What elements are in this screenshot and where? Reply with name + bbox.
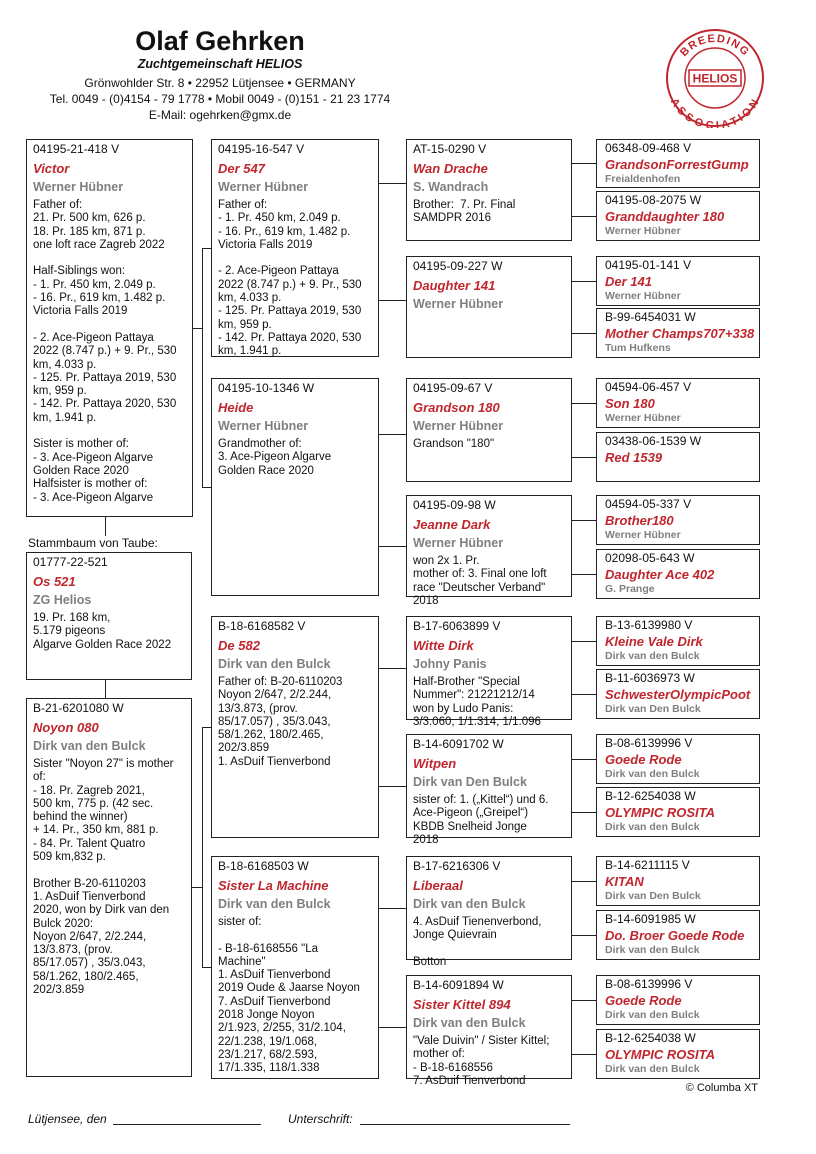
svg-text:ASSOCIATION xyxy=(668,96,762,128)
ring-number: B-12-6254038 W xyxy=(605,1031,696,1045)
place-label: Lütjensee, den xyxy=(28,1112,107,1126)
pigeon-name: Sister La Machine xyxy=(218,878,329,893)
breeder-name: Tum Hufkens xyxy=(605,342,671,354)
ring-number: 04195-10-1346 W xyxy=(218,381,315,395)
ring-number: B-08-6139996 V xyxy=(605,977,693,991)
breeder-name: Dirk van den Bulck xyxy=(605,944,700,956)
pigeon-name: Victor xyxy=(33,161,70,176)
pigeon-name: Granddaughter 180 xyxy=(605,209,725,224)
breeder-name: Johny Panis xyxy=(413,657,487,671)
ring-number: B-08-6139996 V xyxy=(605,736,693,750)
signature-label: Unterschrift: xyxy=(288,1112,353,1126)
pigeon-card-ggp-16 xyxy=(596,1029,760,1079)
ring-number: 04195-01-141 V xyxy=(605,258,692,272)
connector-line xyxy=(379,434,406,435)
ring-number: 04195-09-227 W xyxy=(413,259,503,273)
ring-number: 06348-09-468 V xyxy=(605,141,692,155)
connector-line xyxy=(572,812,596,813)
connector-line xyxy=(105,517,106,536)
connector-line xyxy=(572,881,596,882)
connector-line xyxy=(572,403,596,404)
breeder-name: Dirk van den Bulck xyxy=(413,1016,526,1030)
breeder-name: Werner Hübner xyxy=(605,225,681,237)
pigeon-name: Grandson 180 xyxy=(413,400,500,415)
breeder-name: Werner Hübner xyxy=(218,180,309,194)
connector-line xyxy=(572,935,596,936)
connector-line xyxy=(202,487,211,488)
breeder-name: Dirk van den Bulck xyxy=(605,1063,700,1075)
pigeon-info: 19. Pr. 168 km, 5.179 pigeons Algarve Golden Race 2022 xyxy=(33,612,172,651)
ring-number: AT-15-0290 V xyxy=(413,142,487,156)
ring-number: 04195-09-67 V xyxy=(413,381,493,395)
pigeon-name: Red 1539 xyxy=(605,450,663,465)
breeder-name: Dirk van den Bulck xyxy=(605,768,700,780)
breeder-name: Dirk van Den Bulck xyxy=(605,890,701,902)
breeder-name: Dirk van den Bulck xyxy=(218,657,331,671)
pigeon-card-ggp-12 xyxy=(596,787,760,837)
copyright-text: © Columba XT xyxy=(685,1082,758,1094)
connector-line xyxy=(572,520,596,521)
pigeon-card-ggp-10 xyxy=(596,669,760,719)
connector-line xyxy=(379,546,406,547)
breeder-name: Dirk van den Bulck xyxy=(605,650,700,662)
pigeon-card-ggp-2 xyxy=(596,191,760,241)
pigeon-info: "Vale Duivin" / Sister Kittel; mother of: - B-18-6168556 7. AsDuif Tienverbond xyxy=(413,1035,550,1087)
ring-number: 03438-06-1539 W xyxy=(605,434,702,448)
connector-line xyxy=(572,1000,596,1001)
pigeon-card-ggp-6 xyxy=(596,432,760,482)
connector-line xyxy=(572,216,596,217)
connector-line xyxy=(572,163,596,164)
pigeon-name: Goede Rode xyxy=(605,993,682,1008)
breeder-name: Werner Hübner xyxy=(33,180,124,194)
connector-line xyxy=(379,786,406,787)
pigeon-card-grandparent-1 xyxy=(406,139,572,241)
ring-number: 04195-08-2075 W xyxy=(605,193,702,207)
connector-line xyxy=(572,694,596,695)
pigeon-name: Do. Broer Goede Rode xyxy=(605,928,745,943)
place-date-line[interactable] xyxy=(113,1124,261,1125)
pigeon-name: De 582 xyxy=(218,638,260,653)
pigeon-name: Kleine Vale Dirk xyxy=(605,634,703,649)
pigeon-name: Wan Drache xyxy=(413,161,488,176)
pigeon-name: Jeanne Dark xyxy=(413,517,491,532)
pigeon-card-grandparent-5 xyxy=(406,616,572,728)
pigeon-card-ggp-9 xyxy=(596,616,760,666)
breeder-name: Freialdenhofen xyxy=(605,173,681,185)
pigeon-name: OLYMPIC ROSITA xyxy=(605,1047,716,1062)
ring-number: B-18-6168582 V xyxy=(218,619,306,633)
connector-line xyxy=(379,300,406,301)
pigeon-info: Father of: B-20-6110203 Noyon 2/647, 2/2.244, 13/3.873, (prov. 85/17.057) , 35/3.043, 58/1.262, 180/2.465, 202/3.859 1. AsDuif Tienverbond xyxy=(218,676,343,768)
breeder-name: Werner Hübner xyxy=(413,297,504,311)
pigeon-card-mid xyxy=(26,552,192,680)
ring-number: B-17-6216306 V xyxy=(413,859,501,873)
pigeon-name: Der 141 xyxy=(605,274,652,289)
pigeon-name: Noyon 080 xyxy=(33,720,99,735)
connector-line xyxy=(572,759,596,760)
pigeon-name: KITAN xyxy=(605,874,644,889)
pigeon-card-ggp-8 xyxy=(596,549,760,599)
stammbaum-label: Stammbaum von Taube: xyxy=(28,536,158,550)
pigeon-card-bottom xyxy=(26,698,192,1077)
pigeon-card-ggp-4 xyxy=(596,308,760,358)
ring-number: 04594-05-337 V xyxy=(605,497,692,511)
pigeon-card-parent-3 xyxy=(211,616,379,838)
connector-line xyxy=(379,908,406,909)
breeder-name: G. Prange xyxy=(605,583,655,595)
connector-line xyxy=(572,281,596,282)
breeder-name: Werner Hübner xyxy=(413,536,504,550)
breeder-name: Werner Hübner xyxy=(605,529,681,541)
connector-line xyxy=(202,727,211,728)
ring-number: B-99-6454031 W xyxy=(605,310,696,324)
pigeon-name: GrandsonForrestGump xyxy=(605,157,749,172)
breeder-subtitle: Zuchtgemeinschaft HELIOS xyxy=(137,57,303,71)
pigeon-name: Goede Rode xyxy=(605,752,682,767)
pigeon-card-grandparent-3 xyxy=(406,378,572,482)
signature-line[interactable] xyxy=(360,1124,570,1125)
breeder-email: E-Mail: ogehrken@gmx.de xyxy=(148,108,292,122)
pigeon-name: Daughter Ace 402 xyxy=(605,567,715,582)
pigeon-info: won 2x 1. Pr. mother of: 3. Final one loft race "Deutscher Verband" 2018 xyxy=(413,555,547,607)
connector-line xyxy=(193,328,202,329)
breeder-name: Werner Hübner xyxy=(218,419,309,433)
pigeon-name: Heide xyxy=(218,400,254,415)
ring-number: 04594-06-457 V xyxy=(605,380,692,394)
pigeon-card-ggp-5 xyxy=(596,378,760,428)
ring-number: 04195-16-547 V xyxy=(218,142,305,156)
breeder-name: Dirk van den Bulck xyxy=(218,897,331,911)
ring-number: 01777-22-521 xyxy=(33,555,108,569)
connector-line xyxy=(202,248,203,488)
connector-line xyxy=(105,680,106,698)
breeding-association-seal xyxy=(661,28,769,128)
connector-line xyxy=(572,333,596,334)
pigeon-name: Sister Kittel 894 xyxy=(413,997,511,1012)
ring-number: B-11-6036973 W xyxy=(605,671,695,685)
ring-number: B-12-6254038 W xyxy=(605,789,696,803)
pigeon-info: Sister "Noyon 27" is mother of: - 18. Pr. Zagreb 2021, 500 km, 775 p. (42 sec. behind the winner) + 14. Pr., 350 km, 881 p. - 84. Pr. Talent Quatro 509 km,832 p. Brother B-20-6110203 1. AsDuif Tienverbond 2020, won by Dirk van den Bulck 2020: Noyon 2/647, 2/2.244, 13/3.873, (prov. 85/17.057) , 35/3.043, 58/1.262, 180/2.465, 202/3.859 xyxy=(33,758,174,997)
pigeon-card-ggp-7 xyxy=(596,495,760,545)
pigeon-name: Der 547 xyxy=(218,161,265,176)
pigeon-name: Os 521 xyxy=(33,574,76,589)
ring-number: B-14-6211115 V xyxy=(605,858,690,872)
pigeon-card-ggp-14 xyxy=(596,910,760,960)
pigeon-card-grandparent-4 xyxy=(406,495,572,607)
pigeon-name: Witte Dirk xyxy=(413,638,474,653)
ring-number: B-14-6091702 W xyxy=(413,737,504,751)
breeder-name: Dirk van den Bulck xyxy=(413,897,526,911)
pigeon-name: Witpen xyxy=(413,756,457,771)
connector-line xyxy=(379,668,406,669)
breeder-name: Dirk van den Bulck xyxy=(605,821,700,833)
pigeon-info: Grandson "180" xyxy=(413,438,495,450)
pigeon-info: sister of: 1. („Kittel“) und 6. Ace-Pigeon („Greipel“) KBDB Snelheid Jonge 2018 xyxy=(413,794,549,846)
breeder-name: Werner Hübner xyxy=(605,412,681,424)
connector-line xyxy=(379,183,406,184)
pigeon-card-ggp-13 xyxy=(596,856,760,906)
pigeon-card-ggp-1 xyxy=(596,139,760,188)
pigeon-info: Father of: 21. Pr. 500 km, 626 p. 18. Pr. 185 km, 871 p. one loft race Zagreb 2022 Half-Siblings won: - 1. Pr. 450 km, 2.049 p. - 16. Pr., 619 km, 1.482 p. Victoria Falls 2019 - 2. Ace-Pigeon Pattaya 2022 (8.747 p.) + 9. Pr., 530 km, 4.033 p. - 125. Pr. Pattaya 2019, 530 km, 959 p. - 142. Pr. Pattaya 2020, 530 km, 1.941 p. Sister is mother of: - 3. Ace-Pigeon Algarve Golden Race 2020 Halfsister is mother of: - 3. Ace-Pigeon Algarve xyxy=(33,199,177,504)
pigeon-name: Brother180 xyxy=(605,513,674,528)
pigeon-info: Brother: 7. Pr. Final SAMDPR 2016 xyxy=(413,199,516,225)
connector-line xyxy=(572,1054,596,1055)
pigeon-info: Half-Brother "Special Nummer": 21221212/14 won by Ludo Panis: 3/3.060, 1/1.314, 1/1.096 xyxy=(413,676,541,728)
ring-number: B-14-6091985 W xyxy=(605,912,696,926)
breeder-name: S. Wandrach xyxy=(413,180,489,194)
pigeon-name: OLYMPIC ROSITA xyxy=(605,805,716,820)
ring-number: B-13-6139980 V xyxy=(605,618,693,632)
breeder-name: Werner Hübner xyxy=(413,419,504,433)
pigeon-info: 4. AsDuif Tienenverbond, Jonge Quievrain Botton xyxy=(413,916,542,968)
pigeon-card-grandparent-6 xyxy=(406,734,572,846)
connector-line xyxy=(202,967,211,968)
pigeon-info: Grandmother of: 3. Ace-Pigeon Algarve Golden Race 2020 xyxy=(218,438,332,477)
pigeon-card-ggp-15 xyxy=(596,975,760,1025)
seal-bottom-text: ASSOCIATION xyxy=(667,96,763,128)
connector-line xyxy=(192,887,202,888)
breeder-name: Dirk van den Bulck xyxy=(33,739,146,753)
ring-number: B-21-6201080 W xyxy=(33,701,124,715)
breeder-phone: Tel. 0049 - (0)4154 - 79 1778 • Mobil 0049 - (0)151 - 21 23 1774 xyxy=(49,92,391,106)
ring-number: B-17-6063899 V xyxy=(413,619,501,633)
breeder-address: Grönwohlder Str. 8 • 22952 Lütjensee • GERMANY xyxy=(84,76,356,90)
breeder-name: Olaf Gehrken xyxy=(135,26,305,56)
pigeon-card-ggp-11 xyxy=(596,734,760,784)
pigeon-name: SchwesterOlympicPoot xyxy=(605,687,751,702)
connector-line xyxy=(572,457,596,458)
pigeon-card-parent-1 xyxy=(211,139,379,357)
breeder-name: Dirk van Den Bulck xyxy=(605,703,701,715)
pigeon-card-parent-2 xyxy=(211,378,379,596)
ring-number: 04195-21-418 V xyxy=(33,142,120,156)
pigeon-info: Father of: - 1. Pr. 450 km, 2.049 p. - 16. Pr., 619 km, 1.482 p. Victoria Falls 2019 - 2. Ace-Pigeon Pattaya 2022 (8.747 p.) + 9. Pr., 530 km, 4.033 p. - 125. Pr. Pattaya 2019, 530 km, 959 p. - 142. Pr. Pattaya 2020, 530 km, 1.941 p. xyxy=(218,199,362,358)
connector-line xyxy=(202,248,211,249)
connector-line xyxy=(572,574,596,575)
seal-center-text: HELIOS xyxy=(692,71,738,86)
pigeon-name: Mother Champs707+338 xyxy=(605,326,755,341)
pigeon-name: Son 180 xyxy=(605,396,655,411)
ring-number: 02098-05-643 W xyxy=(605,551,695,565)
pigeon-card-subject xyxy=(26,139,193,517)
pigeon-card-parent-4 xyxy=(211,856,379,1079)
connector-line xyxy=(379,1027,406,1028)
ring-number: B-14-6091894 W xyxy=(413,978,504,992)
pigeon-info: sister of: - B-18-6168556 "La Machine" 1. AsDuif Tienverbond 2019 Oude & Jaarse Noyon 7. AsDuif Tienverbond 2018 Jonge Noyon 2/1.923, 2/255, 31/2.104, 22/1.238, 19/1.068, 23/1.217, 68/2.593, 17/1.335, 118/1.338 xyxy=(218,916,360,1075)
pigeon-card-grandparent-8 xyxy=(406,975,572,1087)
connector-line xyxy=(202,727,203,968)
pigeon-name: Daughter 141 xyxy=(413,278,496,293)
breeder-name: Dirk van den Bulck xyxy=(605,1009,700,1021)
seal-top-text: BREEDING xyxy=(678,32,752,59)
pigeon-card-grandparent-7 xyxy=(406,856,572,968)
ring-number: 04195-09-98 W xyxy=(413,498,496,512)
connector-line xyxy=(572,641,596,642)
pigeon-card-grandparent-2 xyxy=(406,256,572,358)
breeder-name: ZG Helios xyxy=(33,593,92,607)
pigeon-name: Liberaal xyxy=(413,878,463,893)
breeder-name: Dirk van Den Bulck xyxy=(413,775,527,789)
breeder-name: Werner Hübner xyxy=(605,290,681,302)
pigeon-card-ggp-3 xyxy=(596,256,760,306)
ring-number: B-18-6168503 W xyxy=(218,859,309,873)
